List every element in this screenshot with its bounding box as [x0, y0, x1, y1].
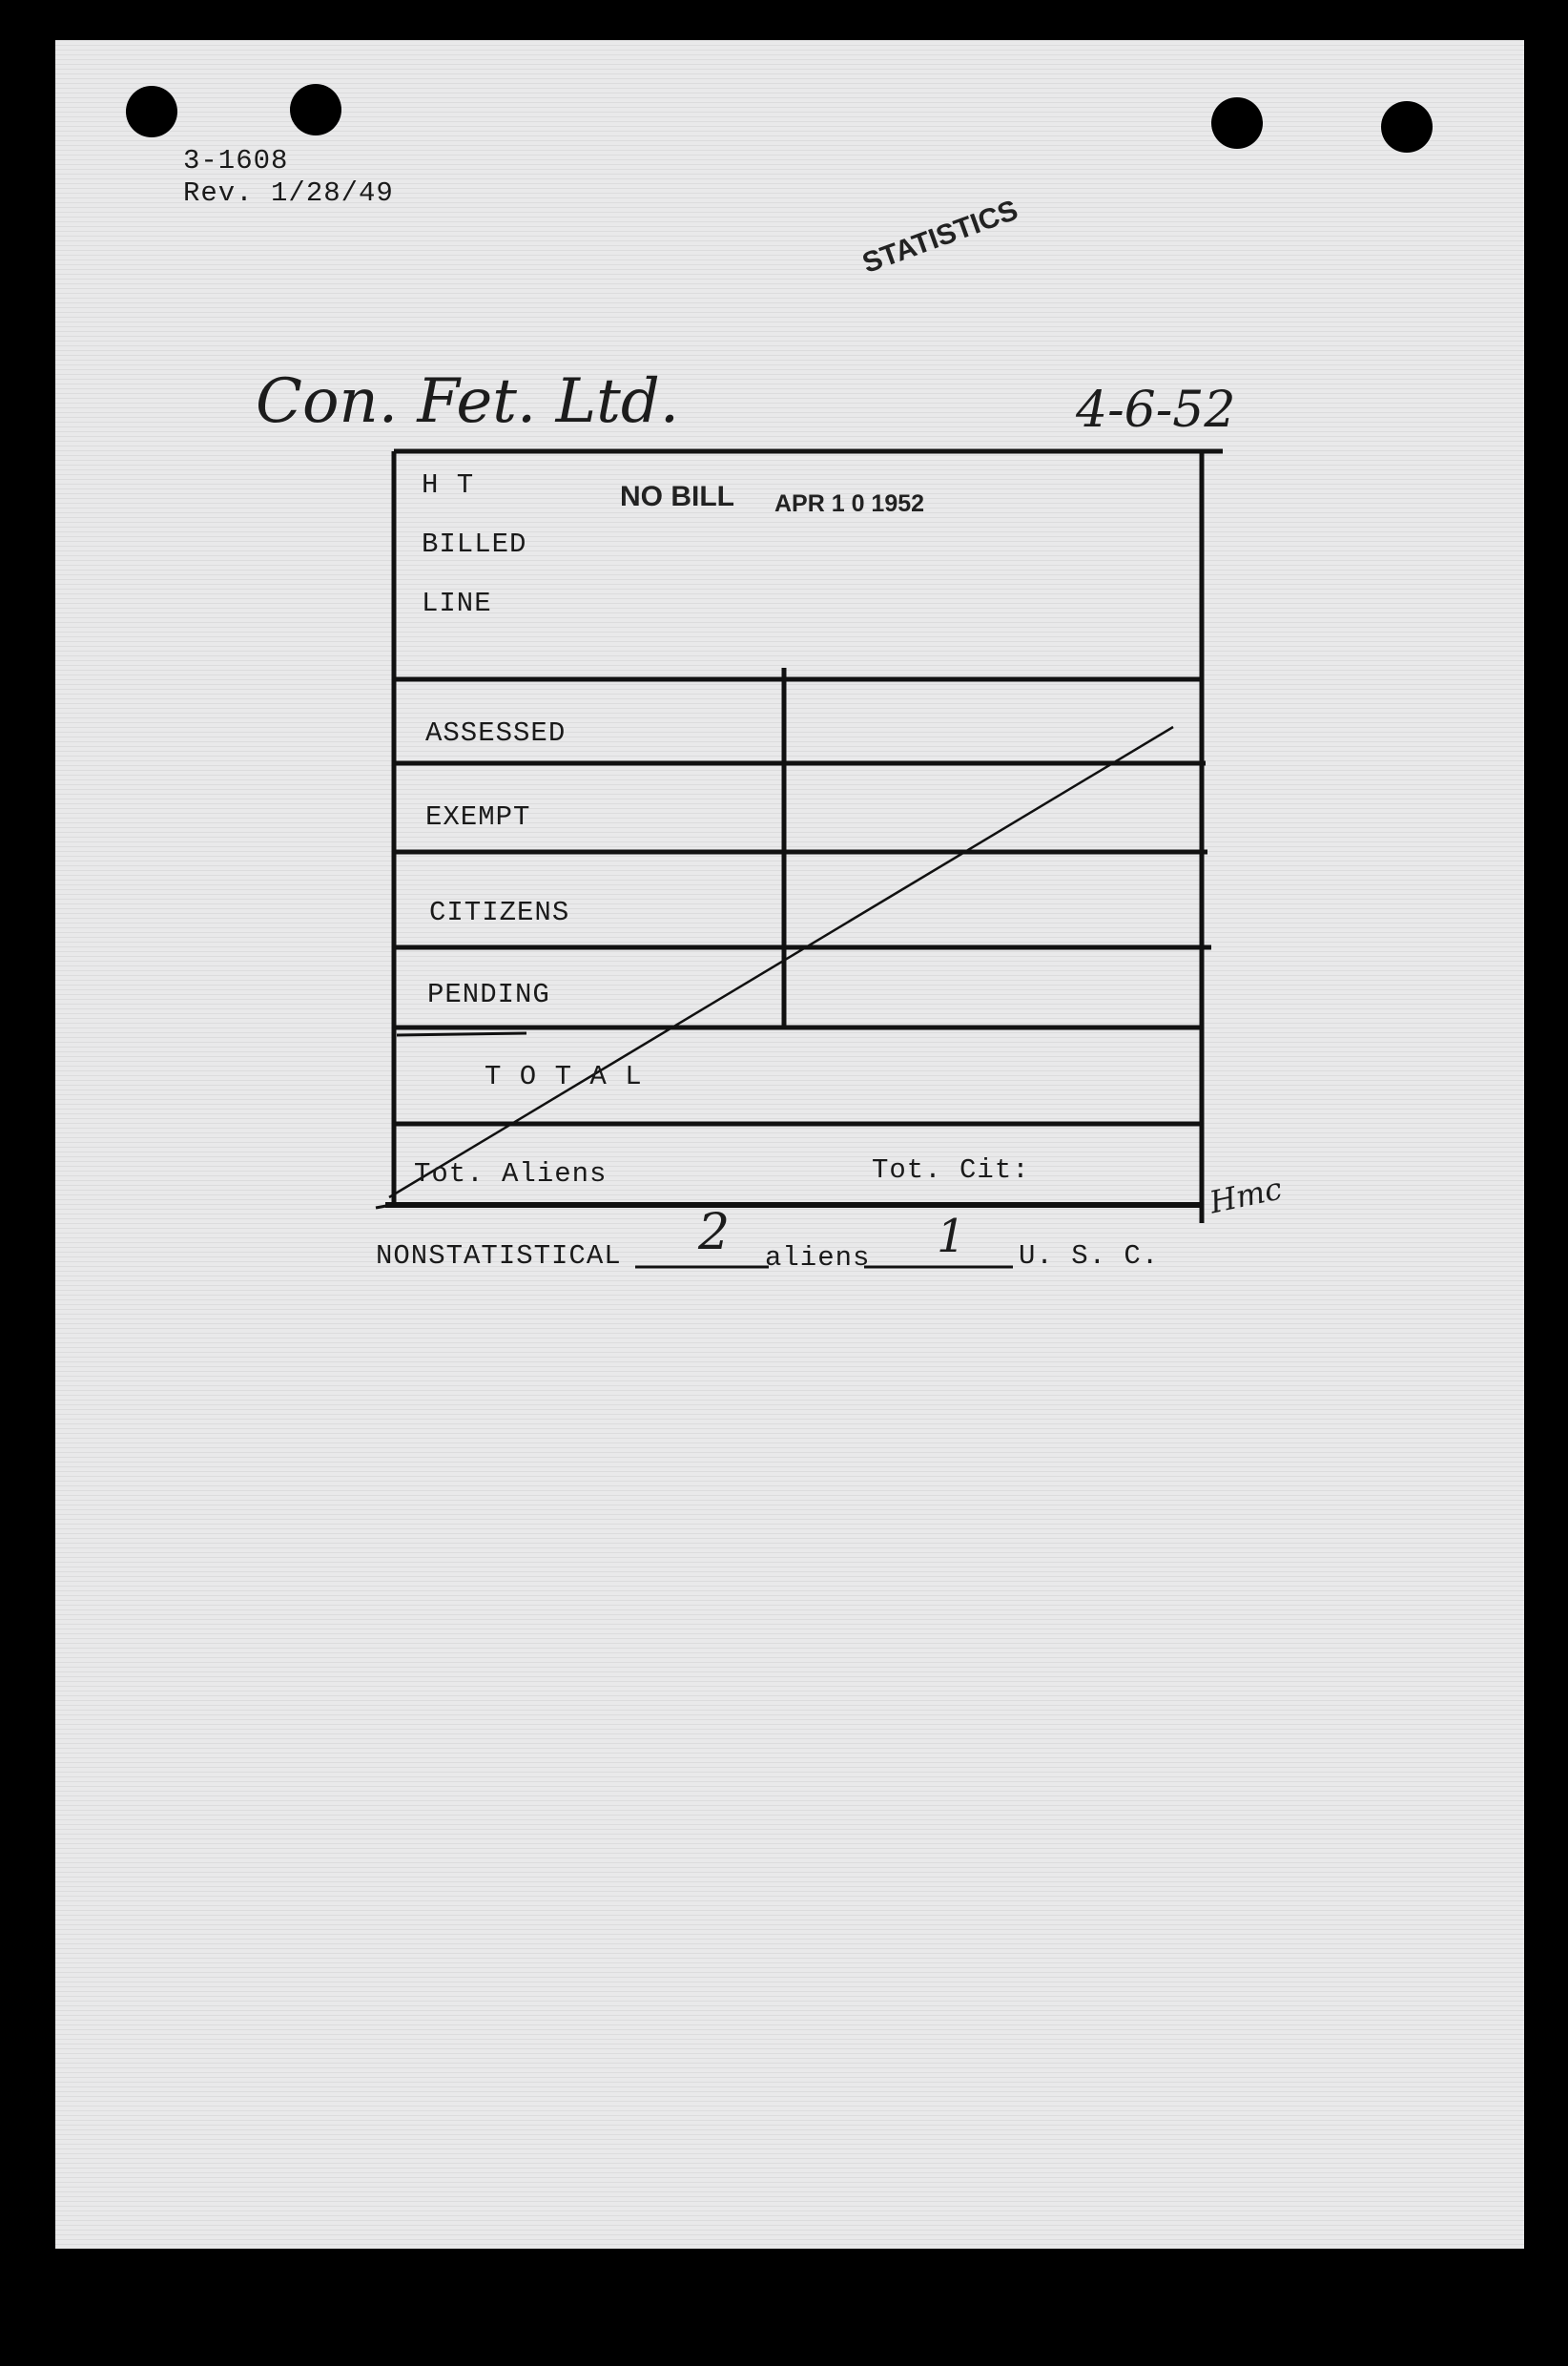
date-handwritten: 4-6-52 — [1076, 382, 1236, 439]
header-line-billed: BILLED — [422, 529, 527, 560]
row-label-exempt: EXEMPT — [425, 801, 531, 833]
no-bill-stamp: NO BILL — [620, 481, 734, 512]
initials-handwritten: Hmc — [1206, 1170, 1286, 1221]
row-label-citizens: CITIZENS — [429, 897, 570, 928]
nonstatistical-label: NONSTATISTICAL — [376, 1240, 622, 1272]
header-line-ht: H T — [422, 469, 475, 501]
row-label-pending: PENDING — [427, 979, 550, 1010]
header-line-line: LINE — [422, 588, 492, 619]
usc-count-handwritten: 1 — [937, 1210, 966, 1263]
tot-cit-label: Tot. Cit: — [872, 1154, 1030, 1186]
aliens-label: aliens — [765, 1242, 871, 1274]
total-label: T O T A L — [485, 1061, 643, 1092]
aliens-count-handwritten: 2 — [698, 1204, 731, 1261]
tot-aliens-label: Tot. Aliens — [414, 1158, 608, 1190]
form-number: 3-1608 — [183, 145, 289, 176]
row-label-assessed: ASSESSED — [425, 717, 567, 749]
usc-label: U. S. C. — [1019, 1240, 1160, 1272]
company-name-handwritten: Con. Fet. Ltd. — [256, 366, 680, 437]
form-revision: Rev. 1/28/49 — [183, 177, 394, 209]
statistics-stamp: STATISTICS — [858, 194, 1022, 280]
date-stamp: APR 1 0 1952 — [774, 490, 925, 517]
